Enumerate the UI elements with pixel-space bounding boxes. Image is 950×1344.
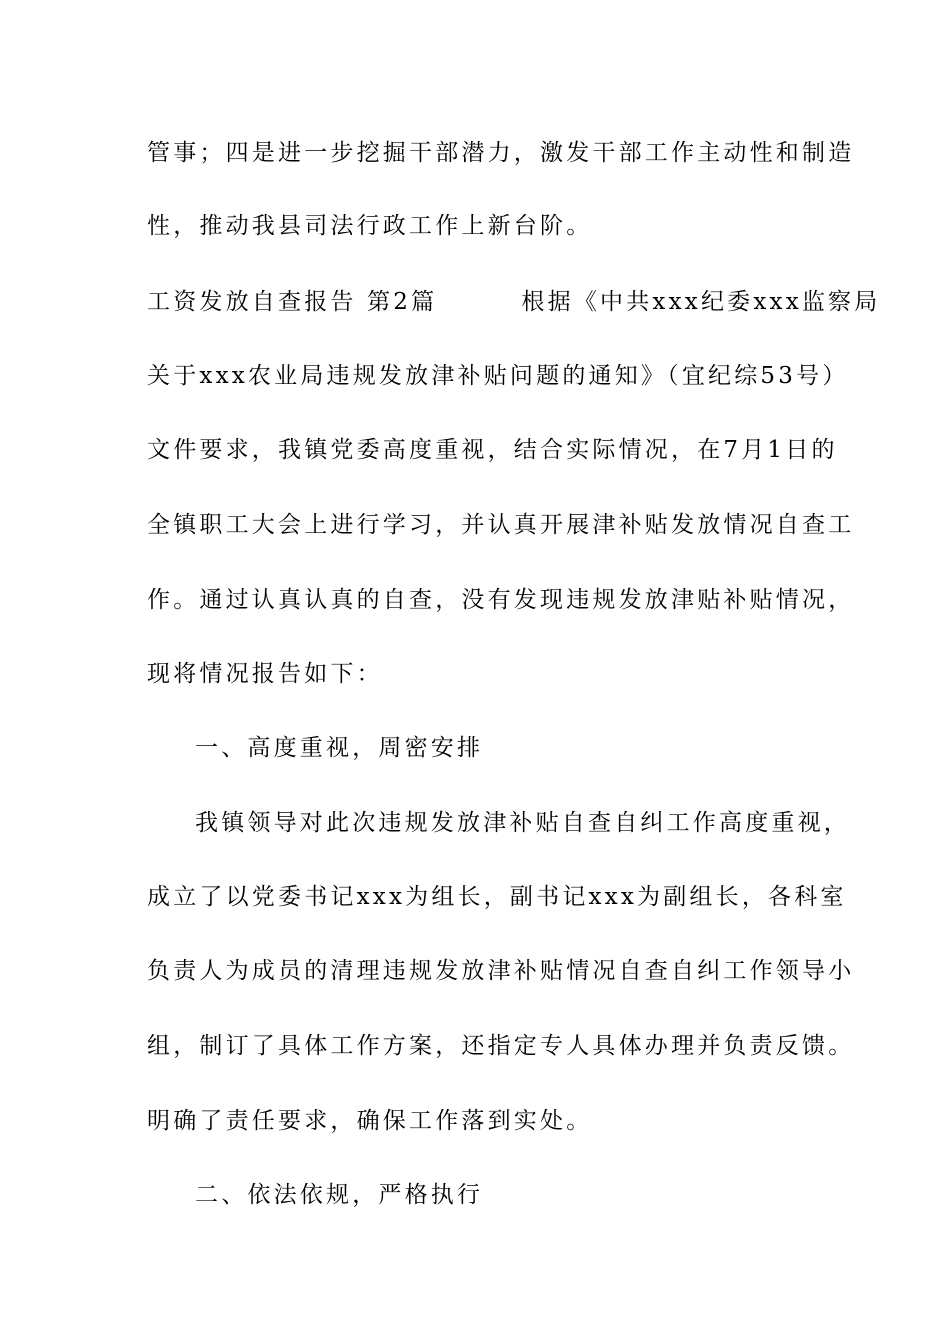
text-line: 关于xxx农业局违规发放津补贴问题的通知》（宜纪综53号） — [147, 363, 849, 389]
text-line: 文件要求，我镇党委高度重视，结合实际情况，在7月1日的 — [147, 437, 838, 463]
subheading-2: 二、依法依规，严格执行 — [195, 1182, 484, 1208]
text-line: 成立了以党委书记xxx为组长，副书记xxx为副组长，各科室 — [147, 884, 847, 910]
paragraph-start: 我镇领导对此次违规发放津补贴自查自纠工作高度重视， — [195, 810, 850, 836]
text-line: 负责人为成员的清理违规发放津补贴情况自查自纠工作领导小 — [147, 958, 855, 984]
text-line: 明确了责任要求，确保工作落到实处。 — [147, 1108, 593, 1134]
section-heading-line: 工资发放自查报告 第2篇 根据《中共xxx纪委xxx监察局 — [147, 289, 881, 315]
text-line: 管事；四是进一步挖掘干部潜力，激发干部工作主动性和制造 — [147, 140, 855, 166]
subheading-1: 一、高度重视，周密安排 — [195, 735, 484, 761]
text-line: 全镇职工大会上进行学习，并认真开展津补贴发放情况自查工 — [147, 512, 855, 538]
text-line: 现将情况报告如下： — [147, 661, 383, 687]
text-line: 性，推动我县司法行政工作上新台阶。 — [147, 213, 593, 239]
text-line: 组，制订了具体工作方案，还指定专人具体办理并负责反馈。 — [147, 1033, 855, 1059]
text-line: 作。通过认真认真的自查，没有发现违规发放津贴补贴情况， — [147, 587, 855, 613]
